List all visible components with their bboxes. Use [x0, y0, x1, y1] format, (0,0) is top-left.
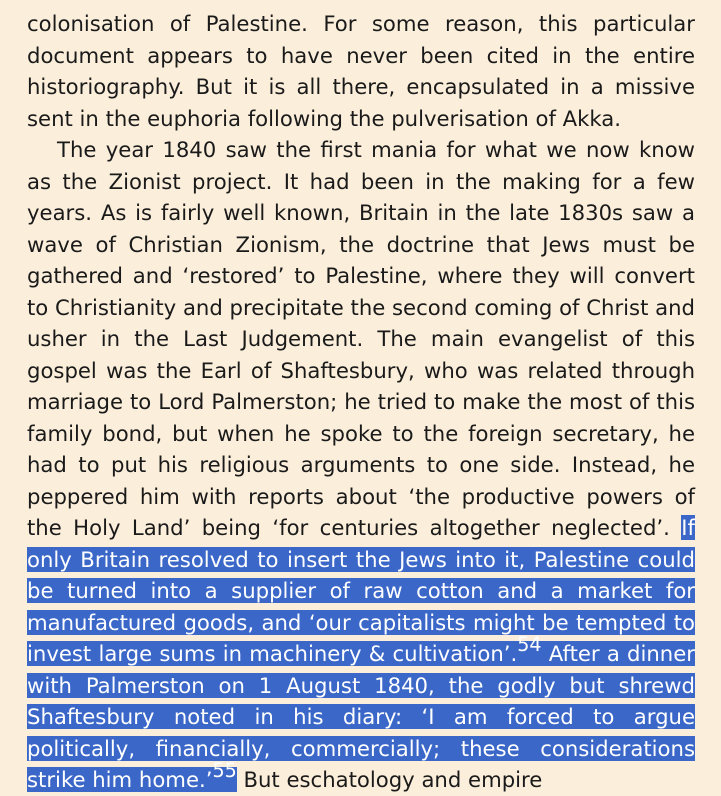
text-selection-highlight[interactable]	[27, 515, 695, 792]
reading-page	[27, 8, 695, 796]
selected-text-part-1[interactable]: If only Britain resolved to insert the Jews into it, Palestine could be turned into a supplier of raw cotton and a market for manufactured goods, and ‘our capitalists might be tempted to invest large sums in machinery & cultivation’.	[27, 515, 695, 666]
selected-text-part-2[interactable]: After a dinner with Palmerston on 1 August 1840, the godly but shrewd Shaftesbury noted in his diary: ‘I am forced to argue politically, financially, commercially; these considerations strike him home.’	[27, 641, 695, 792]
paragraph-2-lead-text[interactable]: The year 1840 saw the first mania for what we now know as the Zionist project. It had been in the making for a few years. As is fairly well known, Britain in the late 1830s saw a wave of Christian Zionism, the doctrine that Jews must be gathered and ‘restored’ to Palestine, where they will convert to Christianity and precipitate the second coming of Christ and usher in the Last Judgement. The main evangelist of this gospel was the Earl of Shaftesbury, who was related through marriage to Lord Palmerston; he tried to make the most of this family bond, but when he spoke to the foreign secretary, he had to put his religious arguments to one side. Instead, he peppered him with reports about ‘the productive powers of the Holy Land’ being ‘for centuries altogether neglected’.	[27, 137, 695, 540]
paragraph-1-text[interactable]: colonisation of Palestine. For some reason, this particular document appears to have never been cited in the entire historiography. But it is all there, encapsulated in a missive sent in the euphoria following the pulverisation of Akka.	[27, 11, 695, 131]
paragraph-1[interactable]	[27, 8, 695, 134]
footnote-marker-54[interactable]: 54	[517, 634, 542, 657]
paragraph-2-trailing-text[interactable]: But eschatology and empire	[236, 767, 543, 792]
paragraph-2[interactable]	[27, 134, 695, 796]
footnote-marker-55[interactable]: 55	[212, 760, 237, 783]
